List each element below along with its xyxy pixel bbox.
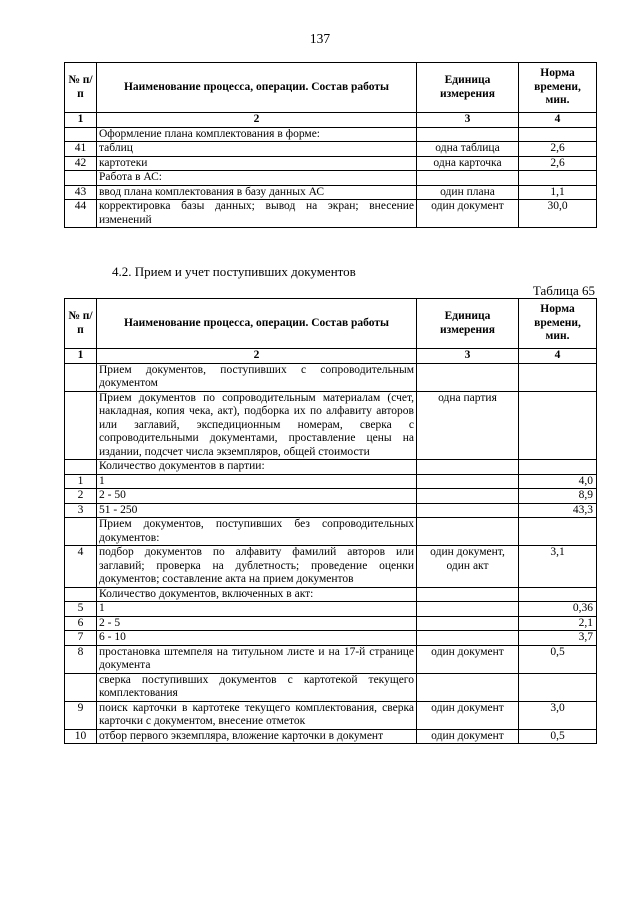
row-unit-cell [417, 171, 519, 186]
column-index-row [65, 349, 597, 364]
row-unit-cell: один документ [417, 701, 519, 729]
row-description-cell: простановка штемпеля на титульном листе и на 17-й странице документа [97, 645, 417, 673]
row-number-cell: 43 [65, 185, 97, 200]
row-description-cell: таблиц [97, 142, 417, 157]
table-row [65, 518, 597, 546]
row-norm-cell: 0,5 [519, 729, 597, 744]
row-number-cell: 1 [65, 474, 97, 489]
row-norm-cell: 3,0 [519, 701, 597, 729]
row-norm-cell [519, 673, 597, 701]
index-cell: 2 [97, 349, 417, 364]
table-row [65, 142, 597, 157]
row-number-cell [65, 363, 97, 391]
row-description-cell: ввод плана комплектования в базу данных АС [97, 185, 417, 200]
index-cell: 3 [417, 349, 519, 364]
row-norm-cell: 4,0 [519, 474, 597, 489]
row-unit-cell [417, 631, 519, 646]
row-norm-cell: 2,6 [519, 156, 597, 171]
row-norm-cell [519, 460, 597, 475]
index-cell: 1 [65, 349, 97, 364]
row-norm-cell: 43,3 [519, 503, 597, 518]
row-unit-cell: один документ, один акт [417, 546, 519, 588]
table-row [65, 363, 597, 391]
table-row [65, 171, 597, 186]
row-number-cell [65, 171, 97, 186]
row-description-cell: 1 [97, 602, 417, 617]
row-number-cell [65, 673, 97, 701]
row-number-cell: 4 [65, 546, 97, 588]
table-row [65, 127, 597, 142]
row-norm-cell [519, 391, 597, 460]
table-row [65, 391, 597, 460]
row-description-cell: картотеки [97, 156, 417, 171]
table-row [65, 546, 597, 588]
row-norm-cell [519, 127, 597, 142]
row-norm-cell: 8,9 [519, 489, 597, 504]
table-header-row [65, 299, 597, 349]
table-row [65, 673, 597, 701]
row-unit-cell [417, 460, 519, 475]
table-row [65, 185, 597, 200]
row-unit-cell: одна партия [417, 391, 519, 460]
index-cell: 1 [65, 113, 97, 128]
row-norm-cell: 0,36 [519, 602, 597, 617]
table-header-row [65, 63, 597, 113]
header-name: Наименование процесса, операции. Состав работы [97, 63, 417, 113]
table-row [65, 156, 597, 171]
row-norm-cell [519, 363, 597, 391]
row-unit-cell [417, 587, 519, 602]
row-description-cell: Прием документов, поступивших без сопроводительных документов: [97, 518, 417, 546]
row-unit-cell [417, 616, 519, 631]
row-number-cell: 10 [65, 729, 97, 744]
row-description-cell: Работа в АС: [97, 171, 417, 186]
row-description-cell: подбор документов по алфавиту фамилий авторов или заглавий; проверка на дублетность; проведение оценки документов; составление акта на прием документов [97, 546, 417, 588]
row-norm-cell: 2,6 [519, 142, 597, 157]
row-number-cell [65, 460, 97, 475]
table-row [65, 645, 597, 673]
header-unit: Единица измерения [417, 299, 519, 349]
row-number-cell: 42 [65, 156, 97, 171]
row-number-cell [65, 587, 97, 602]
header-norm: Норма времени, мин. [519, 63, 597, 113]
row-unit-cell: один документ [417, 645, 519, 673]
row-description-cell: 2 - 5 [97, 616, 417, 631]
index-cell: 2 [97, 113, 417, 128]
row-number-cell: 44 [65, 200, 97, 228]
row-unit-cell: один плана [417, 185, 519, 200]
header-unit: Единица измерения [417, 63, 519, 113]
row-number-cell: 8 [65, 645, 97, 673]
row-number-cell: 6 [65, 616, 97, 631]
row-unit-cell [417, 503, 519, 518]
row-number-cell: 9 [65, 701, 97, 729]
row-norm-cell: 30,0 [519, 200, 597, 228]
row-number-cell: 7 [65, 631, 97, 646]
row-number-cell: 2 [65, 489, 97, 504]
row-description-cell: Прием документов, поступивших с сопроводительным документом [97, 363, 417, 391]
row-description-cell: Количество документов в партии: [97, 460, 417, 475]
row-unit-cell [417, 474, 519, 489]
table-row [65, 729, 597, 744]
row-description-cell: Количество документов, включенных в акт: [97, 587, 417, 602]
row-number-cell: 5 [65, 602, 97, 617]
row-unit-cell [417, 518, 519, 546]
row-norm-cell: 0,5 [519, 645, 597, 673]
table-caption: Таблица 65 [532, 283, 595, 298]
row-unit-cell: один документ [417, 200, 519, 228]
row-number-cell [65, 391, 97, 460]
row-description-cell: Прием документов по сопроводительным материалам (счет, накладная, копия чека, акт), подборка их по алфавиту авторов или заглавий, экспедиционным номерам, сверка с сопроводительными документами, проставление цены на издании, подсчет числа экземпляров, общей стоимости [97, 391, 417, 460]
row-norm-cell: 2,1 [519, 616, 597, 631]
row-unit-cell: один документ [417, 729, 519, 744]
page-number: 137 [309, 31, 331, 46]
index-cell: 3 [417, 113, 519, 128]
row-description-cell: корректировка базы данных; вывод на экран; внесение изменений [97, 200, 417, 228]
header-norm: Норма времени, мин. [519, 299, 597, 349]
table-row [65, 602, 597, 617]
header-num: № п/п [65, 63, 97, 113]
row-description-cell: 1 [97, 474, 417, 489]
table-row [65, 631, 597, 646]
norms-table-2 [64, 298, 597, 744]
row-number-cell [65, 518, 97, 546]
row-description-cell: отбор первого экземпляра, вложение карточки в документ [97, 729, 417, 744]
row-number-cell: 3 [65, 503, 97, 518]
table-row [65, 587, 597, 602]
row-norm-cell: 3,1 [519, 546, 597, 588]
table-row [65, 200, 597, 228]
row-description-cell: Оформление плана комплектования в форме: [97, 127, 417, 142]
index-cell: 4 [519, 113, 597, 128]
row-description-cell: 2 - 50 [97, 489, 417, 504]
header-name: Наименование процесса, операции. Состав работы [97, 299, 417, 349]
row-norm-cell [519, 171, 597, 186]
table-row [65, 460, 597, 475]
row-description-cell: сверка поступивших документов с картотекой текущего комплектования [97, 673, 417, 701]
row-norm-cell: 3,7 [519, 631, 597, 646]
row-number-cell [65, 127, 97, 142]
table-row [65, 474, 597, 489]
row-norm-cell [519, 587, 597, 602]
row-unit-cell: одна таблица [417, 142, 519, 157]
norms-table-1 [64, 62, 597, 228]
table-row [65, 701, 597, 729]
table-row [65, 503, 597, 518]
row-description-cell: 51 - 250 [97, 503, 417, 518]
column-index-row [65, 113, 597, 128]
row-norm-cell [519, 518, 597, 546]
row-unit-cell [417, 673, 519, 701]
row-description-cell: 6 - 10 [97, 631, 417, 646]
row-unit-cell: одна карточка [417, 156, 519, 171]
row-number-cell: 41 [65, 142, 97, 157]
section-heading: 4.2. Прием и учет поступивших документов [112, 264, 356, 279]
table-row [65, 616, 597, 631]
row-description-cell: поиск карточки в картотеке текущего комплектования, сверка карточки с документом, внесение отметок [97, 701, 417, 729]
table-row [65, 489, 597, 504]
index-cell: 4 [519, 349, 597, 364]
row-norm-cell: 1,1 [519, 185, 597, 200]
row-unit-cell [417, 127, 519, 142]
header-num: № п/п [65, 299, 97, 349]
row-unit-cell [417, 602, 519, 617]
row-unit-cell [417, 489, 519, 504]
row-unit-cell [417, 363, 519, 391]
